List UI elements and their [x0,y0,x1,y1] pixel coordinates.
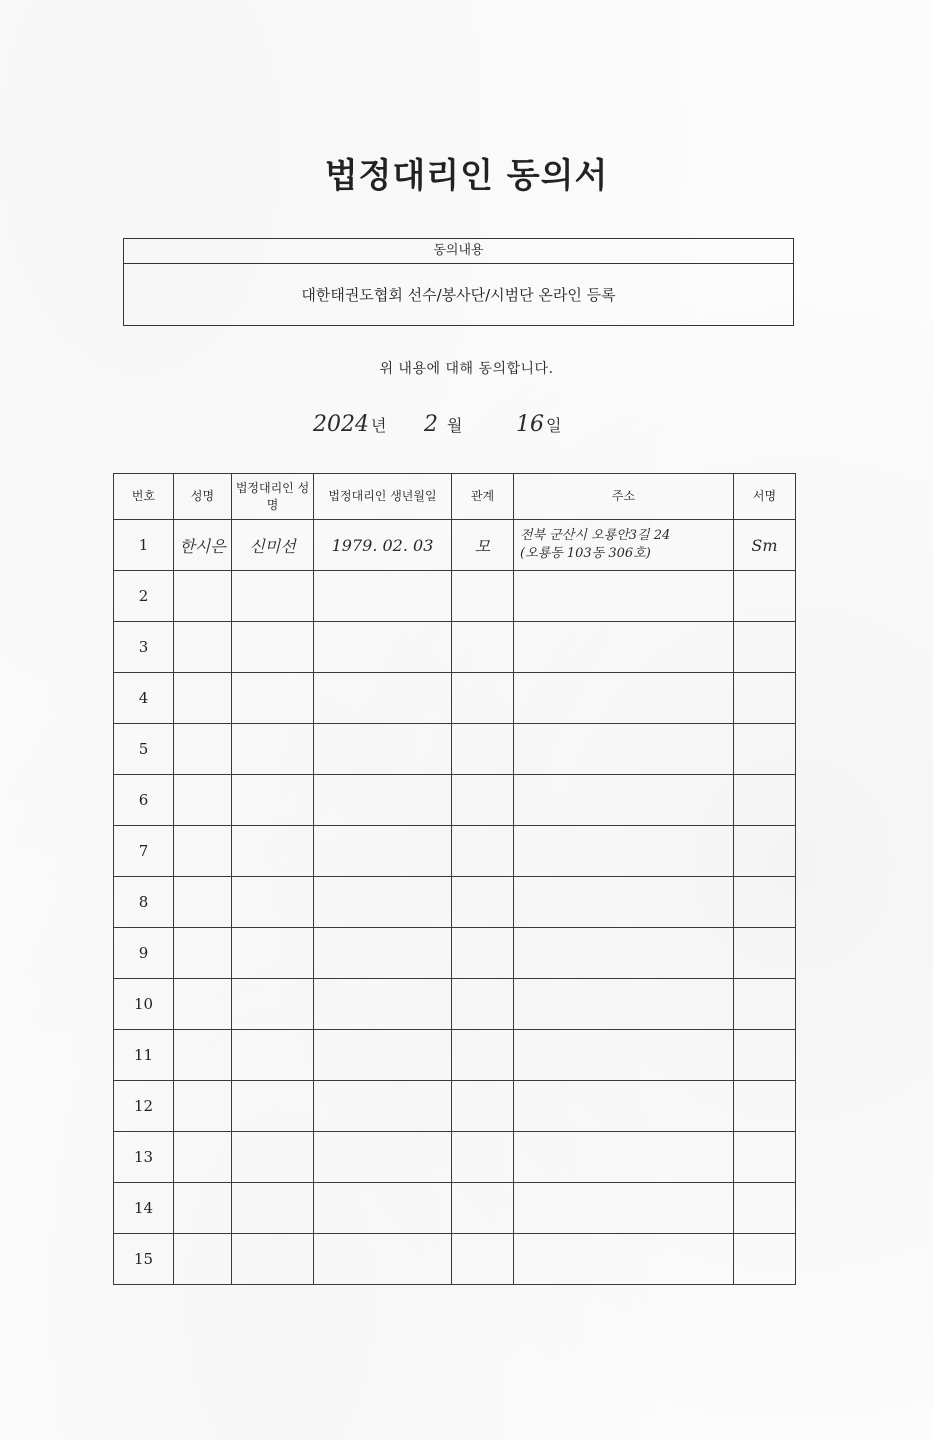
empty-cell [232,1183,314,1234]
table-row [114,571,796,622]
row-number: 13 [114,1132,174,1183]
empty-cell [314,1132,452,1183]
empty-cell [174,724,232,775]
header-number: 번호 [114,474,174,520]
empty-cell [232,928,314,979]
table-row [114,622,796,673]
date-day-value: 16 [516,412,544,437]
empty-cell [452,1132,514,1183]
date-day-unit: 일 [546,416,562,435]
empty-cell [314,928,452,979]
empty-cell [452,979,514,1030]
row-number: 15 [114,1234,174,1285]
table-row [114,1234,796,1285]
empty-cell [174,673,232,724]
empty-cell [514,1081,734,1132]
row-number: 12 [114,1081,174,1132]
empty-cell [232,775,314,826]
table-row [114,520,796,571]
table-row [114,1081,796,1132]
empty-cell [314,673,452,724]
empty-cell [514,1132,734,1183]
consent-content: 대한태권도협회 선수/봉사단/시범단 온라인 등록 [301,286,616,304]
agreement-statement: 위 내용에 대해 동의합니다. [379,361,554,377]
empty-cell [174,1030,232,1081]
empty-cell [174,571,232,622]
empty-cell [452,1183,514,1234]
empty-cell [734,622,796,673]
empty-cell [514,1234,734,1285]
date-month [424,412,462,437]
row-number: 6 [114,775,174,826]
empty-cell [314,571,452,622]
empty-cell [514,826,734,877]
empty-cell [174,979,232,1030]
table-row [114,1030,796,1081]
empty-cell [514,928,734,979]
empty-cell [232,1234,314,1285]
address-line-2: (오룡동 103동 306호) [520,546,651,561]
empty-cell [232,1030,314,1081]
address [514,520,734,571]
header-address: 주소 [514,474,734,520]
empty-cell [452,724,514,775]
empty-cell [232,979,314,1030]
date-month-value: 2 [424,412,438,437]
header-guardian-birth: 법정대리인 생년월일 [314,474,452,520]
row-number: 10 [114,979,174,1030]
empty-cell [514,1030,734,1081]
empty-cell [452,1030,514,1081]
empty-cell [314,826,452,877]
date-day [516,412,561,437]
empty-cell [452,1081,514,1132]
date-month-unit: 월 [447,416,463,435]
consent-content-box [123,238,794,326]
empty-cell [514,877,734,928]
empty-cell [514,724,734,775]
participant-name: 한시은 [174,520,232,571]
empty-cell [452,673,514,724]
relation: 모 [452,520,514,571]
empty-cell [314,1234,452,1285]
table-row [114,775,796,826]
table-row [114,673,796,724]
empty-cell [734,1132,796,1183]
signature: Sm [734,520,796,571]
table-row [114,979,796,1030]
empty-cell [514,1183,734,1234]
header-name: 성명 [174,474,232,520]
empty-cell [174,775,232,826]
empty-cell [514,979,734,1030]
empty-cell [734,1081,796,1132]
empty-cell [314,1081,452,1132]
table-row [114,724,796,775]
row-number: 3 [114,622,174,673]
row-number: 4 [114,673,174,724]
table-row [114,826,796,877]
row-number: 5 [114,724,174,775]
table-row [114,928,796,979]
empty-cell [232,1132,314,1183]
empty-cell [314,1030,452,1081]
empty-cell [314,775,452,826]
consent-header: 동의내용 [124,239,793,264]
empty-cell [232,1081,314,1132]
guardian-table [113,473,796,1285]
empty-cell [232,622,314,673]
empty-cell [232,571,314,622]
empty-cell [174,877,232,928]
address-line-1: 전북 군산시 오룡안3길 24 [520,528,671,543]
row-number: 7 [114,826,174,877]
row-number: 2 [114,571,174,622]
empty-cell [452,826,514,877]
date-year-unit: 년 [371,416,387,435]
table-body [114,520,796,1285]
header-relation: 관계 [452,474,514,520]
header-signature: 서명 [734,474,796,520]
empty-cell [734,826,796,877]
empty-cell [452,775,514,826]
empty-cell [452,571,514,622]
document-title: 법정대리인 동의서 [324,156,609,196]
empty-cell [232,877,314,928]
empty-cell [734,979,796,1030]
empty-cell [174,622,232,673]
empty-cell [452,877,514,928]
empty-cell [734,928,796,979]
empty-cell [452,928,514,979]
empty-cell [174,1183,232,1234]
empty-cell [174,1234,232,1285]
table-row [114,1132,796,1183]
empty-cell [734,775,796,826]
empty-cell [734,1030,796,1081]
empty-cell [314,1183,452,1234]
empty-cell [734,1183,796,1234]
empty-cell [514,571,734,622]
row-number: 1 [114,520,174,571]
empty-cell [314,979,452,1030]
empty-cell [314,877,452,928]
row-number: 8 [114,877,174,928]
guardian-birthdate: 1979. 02. 03 [314,520,452,571]
guardian-name: 신미선 [232,520,314,571]
table-row [114,877,796,928]
empty-cell [232,673,314,724]
row-number: 14 [114,1183,174,1234]
table-row [114,1183,796,1234]
empty-cell [514,775,734,826]
empty-cell [174,1132,232,1183]
table-header-row [114,474,796,520]
empty-cell [232,724,314,775]
empty-cell [734,673,796,724]
empty-cell [314,724,452,775]
empty-cell [174,1081,232,1132]
empty-cell [174,826,232,877]
empty-cell [734,877,796,928]
date-year [313,412,386,437]
empty-cell [314,622,452,673]
empty-cell [514,622,734,673]
date-year-value: 2024 [313,412,369,437]
empty-cell [734,571,796,622]
header-guardian-name: 법정대리인 성명 [232,474,314,520]
row-number: 11 [114,1030,174,1081]
empty-cell [232,826,314,877]
empty-cell [174,928,232,979]
empty-cell [452,622,514,673]
empty-cell [514,673,734,724]
empty-cell [734,724,796,775]
empty-cell [452,1234,514,1285]
empty-cell [734,1234,796,1285]
row-number: 9 [114,928,174,979]
